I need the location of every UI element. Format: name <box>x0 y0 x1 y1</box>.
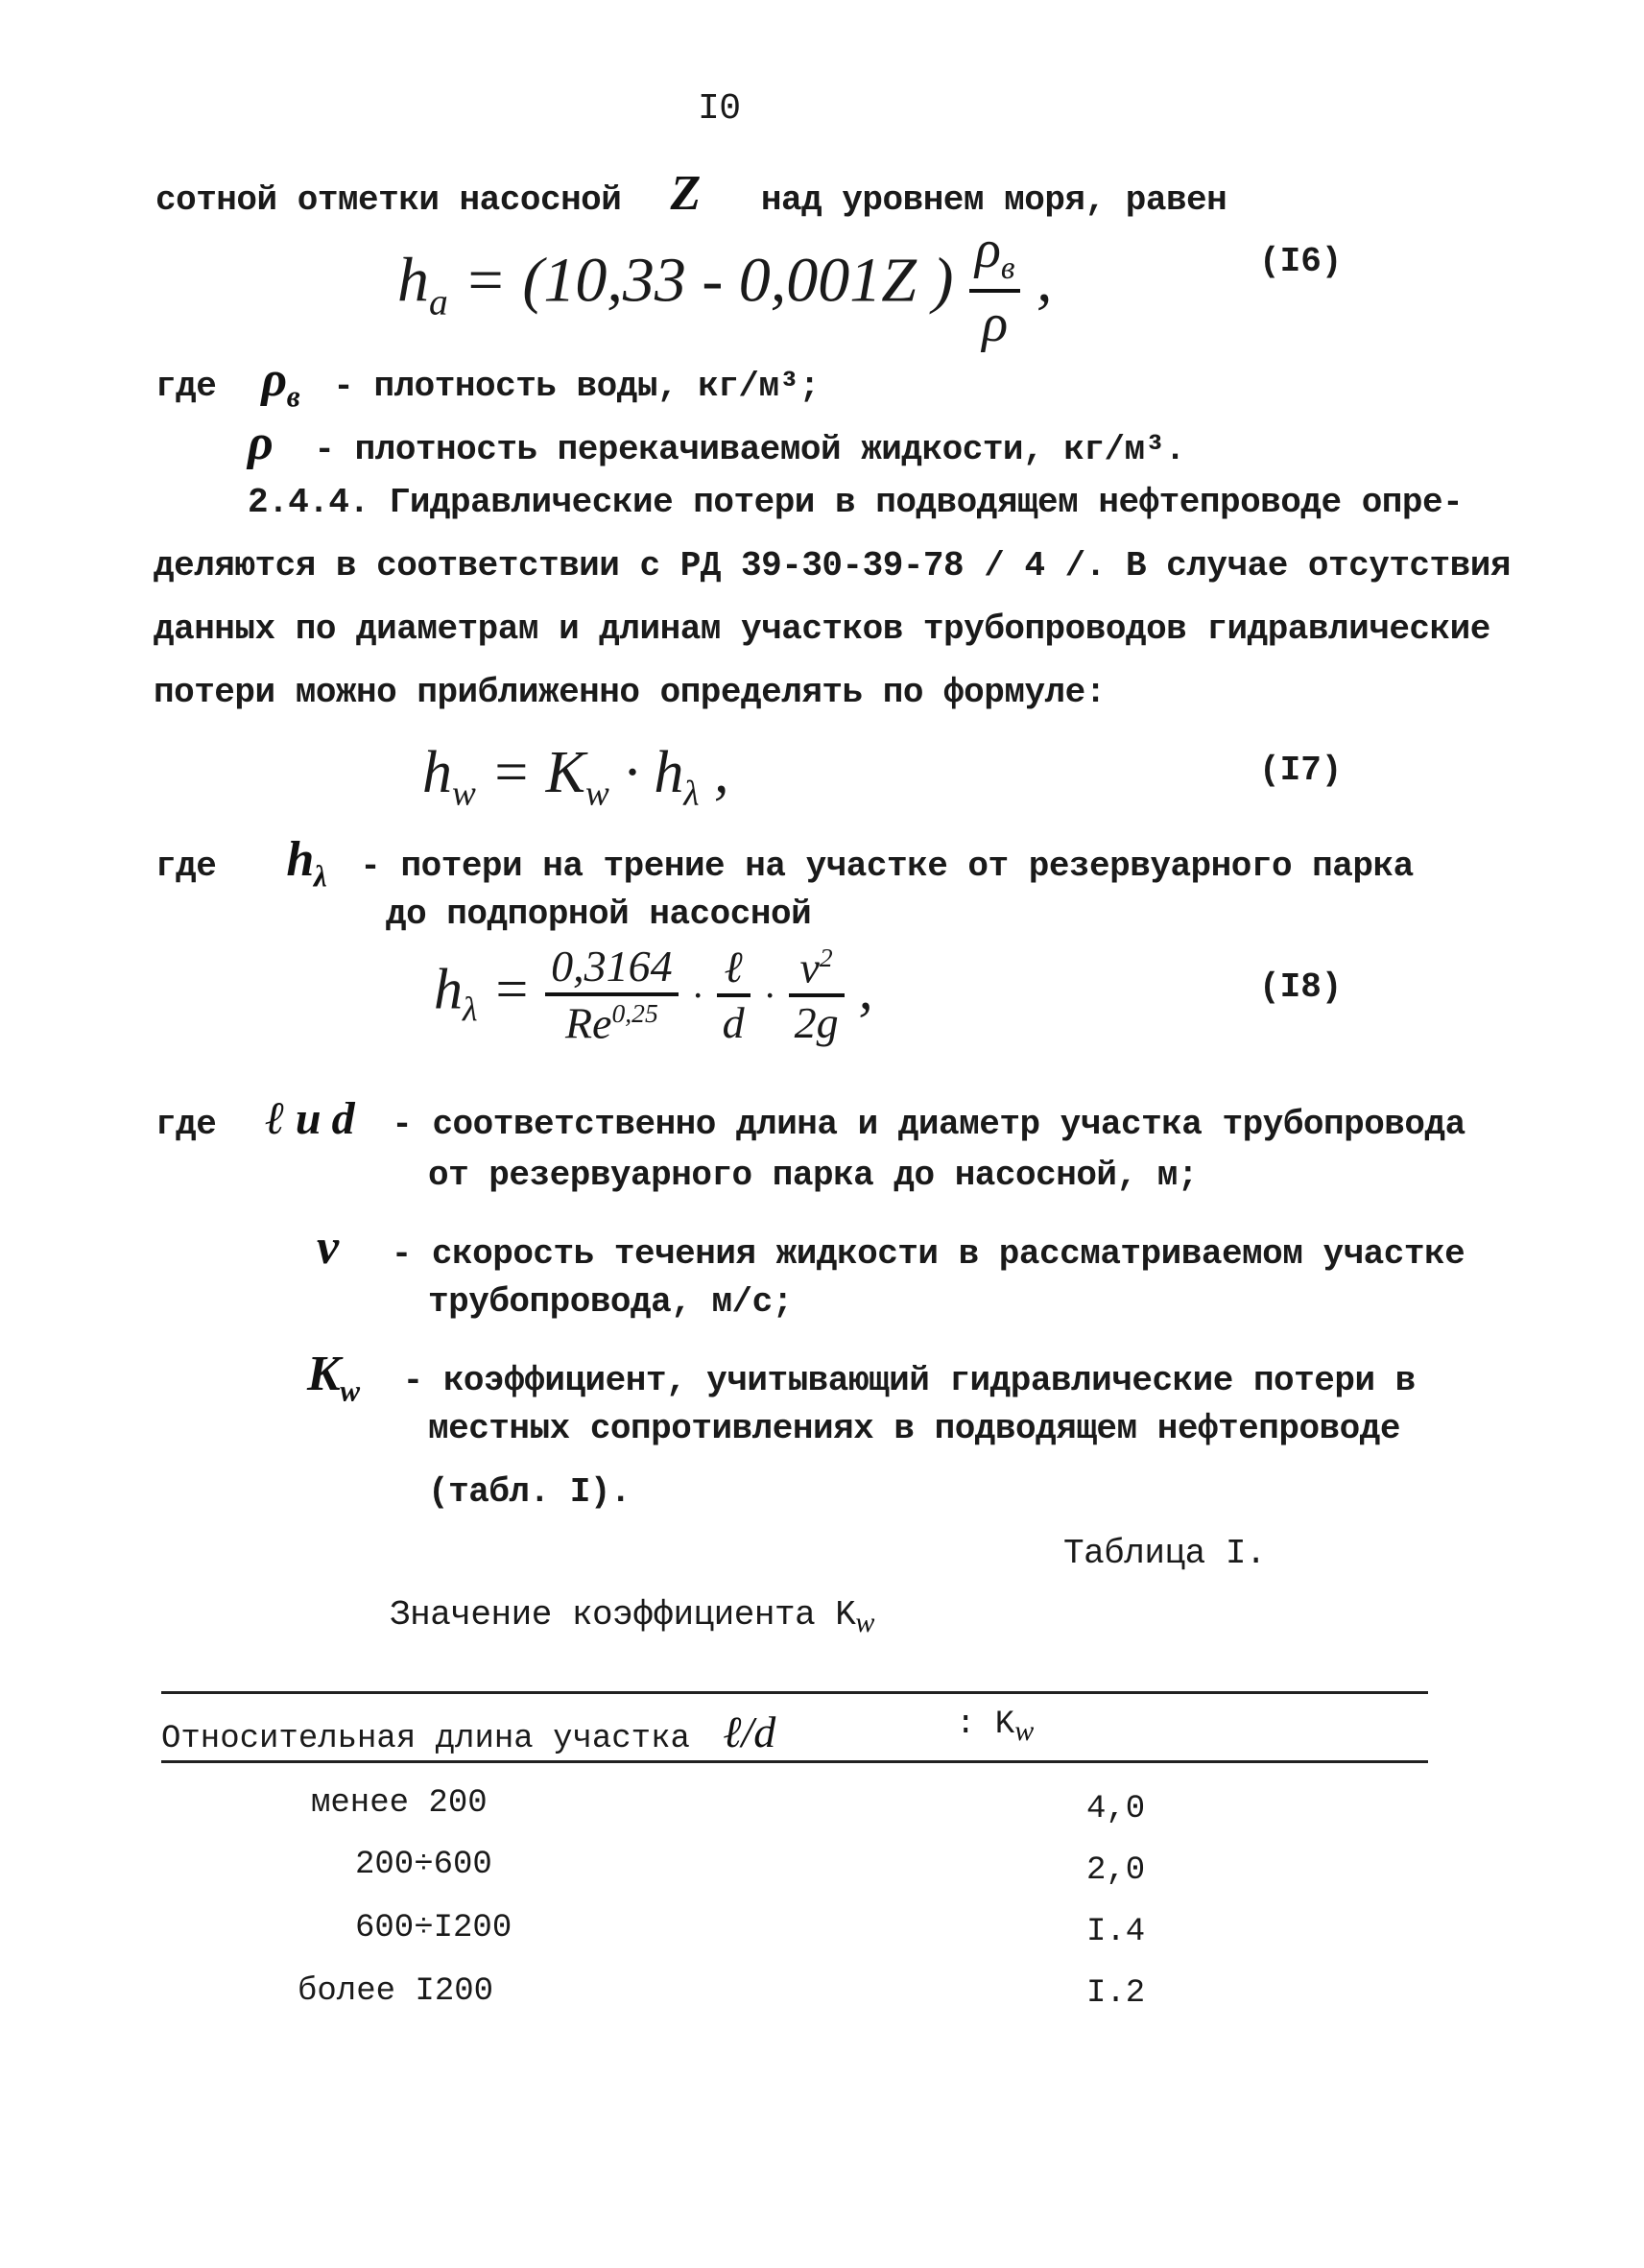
paragraph-2-4-4-line-4: потери можно приближенно определять по формуле: <box>154 673 1106 712</box>
rho-description: - плотность перекачиваемой жидкости, кг/м³. <box>314 430 1185 469</box>
kw-description-2: местных сопротивлениях в подводящем нефтепроводе <box>428 1409 1400 1448</box>
kw-description-3: (табл. I). <box>428 1472 631 1512</box>
f18-fraction-3: $\frac{v^2}{2g}$ <box>789 944 845 1045</box>
table-label: Таблица I. <box>1063 1534 1267 1573</box>
table-row-3-range: 600÷I200 <box>355 1910 512 1946</box>
f16-lhs: h <box>397 245 429 316</box>
f16-body: = (10,33 - 0,001Z ) <box>447 245 969 316</box>
where-rho <box>248 415 1185 471</box>
paragraph-2-4-4-line-1: 2.4.4. Гидравлические потери в подводящем нефтепроводе опре- <box>248 483 1464 522</box>
table-row-4-kw: I.2 <box>1086 1975 1146 2012</box>
h-lambda-description-1: - потери на трение на участке от резервуарного парка <box>360 847 1414 886</box>
kw-description-1: - коэффициент, учитывающий гидравлические потери в <box>402 1361 1416 1400</box>
rho-w-description: - плотность воды, кг/м³; <box>333 367 820 406</box>
intro-text-a: сотной отметки насосной <box>155 180 622 220</box>
f16-num: ρ <box>974 220 1001 279</box>
formula-17: $h_w = K_w \cdot h_\lambda$ , <box>422 740 729 814</box>
table-row-2-range: 200÷600 <box>355 1847 492 1883</box>
equation-number-18: (I8) <box>1259 967 1343 1007</box>
v-description-1: - скорость течения жидкости в рассматриваемом участке <box>391 1234 1465 1274</box>
equation-number-16: (I6) <box>1259 242 1343 281</box>
h-lambda-description-2: до подпорной насосной <box>386 895 812 934</box>
table-top-rule <box>161 1691 1428 1694</box>
l-d-description-1: - соответственно длина и диаметр участка трубопровода <box>392 1105 1465 1144</box>
f16-tail: , <box>1036 245 1053 316</box>
where-h-lambda: где $h_\lambda$ - потери на трение на участке от резервуарного парка <box>155 832 1414 894</box>
table-row-2-kw: 2,0 <box>1086 1852 1146 1889</box>
table-header-col2: : $K_w$ <box>956 1707 1035 1747</box>
intro-line <box>155 165 1227 222</box>
symbol-rho-w: $\rho_в$ <box>261 352 300 414</box>
symbol-rho: ρ <box>248 416 274 470</box>
table-row-3-kw: I.4 <box>1086 1914 1146 1950</box>
where-kw <box>307 1346 1416 1408</box>
where-l-d: где ℓ и d - соответственно длина и диаметр участка трубопровода <box>155 1093 1465 1144</box>
f18-fraction-2: $\frac{\text{ℓ}}{d}$ <box>717 945 751 1045</box>
intro-text-b: над уровнем моря, равен <box>760 180 1227 220</box>
where-rho-w <box>155 351 820 414</box>
table-row-4-range: более I200 <box>298 1973 494 2010</box>
symbol-v: v <box>317 1220 339 1275</box>
symbol-kw: $K_w$ <box>307 1347 360 1408</box>
formula-18: $h_\lambda$ = $\frac{0,3164}{Re^{0,25}}$ · $\frac{\text{ℓ}}{d}$ · $\frac{v^2}{2g}$ , <box>434 942 873 1048</box>
l-d-description-2: от резервуарного парка до насосной, м; <box>428 1156 1198 1195</box>
f16-num-sub: в <box>1000 251 1015 287</box>
where-v <box>317 1219 1465 1276</box>
table-title: Значение коэффициента $K_w$ <box>390 1595 874 1639</box>
table-header-symbol: ℓ/d <box>723 1707 776 1756</box>
symbol-l-d: ℓ и d <box>265 1093 355 1144</box>
v-description-2: трубопровода, м/с; <box>428 1282 793 1322</box>
where-label: где <box>155 367 217 406</box>
symbol-h-lambda: $h_\lambda$ <box>286 832 327 894</box>
f16-den: ρ <box>982 293 1009 353</box>
table-title-sub: w <box>855 1607 874 1639</box>
f16-fraction <box>969 220 1020 353</box>
table-header-col1: Относительная длина участка ℓ/d <box>161 1707 776 1757</box>
formula-16 <box>397 220 1053 353</box>
table-header-rule <box>161 1760 1428 1763</box>
paragraph-2-4-4-line-3: данных по диаметрам и длинам участков трубопроводов гидравлические <box>154 609 1490 649</box>
page-number: I0 <box>698 88 741 130</box>
f18-fraction-1: $\frac{0,3164}{Re^{0,25}}$ <box>545 944 679 1045</box>
equation-number-17: (I7) <box>1259 751 1343 790</box>
f16-lhs-sub: a <box>429 280 448 323</box>
table-row-1-range: менее 200 <box>311 1785 488 1822</box>
paragraph-2-4-4-line-2: деляются в соответствии с РД 39-30-39-78 / 4 /. В случае отсутствия <box>154 546 1511 585</box>
table-row-1-kw: 4,0 <box>1086 1791 1146 1827</box>
variable-z: Z <box>670 166 701 221</box>
